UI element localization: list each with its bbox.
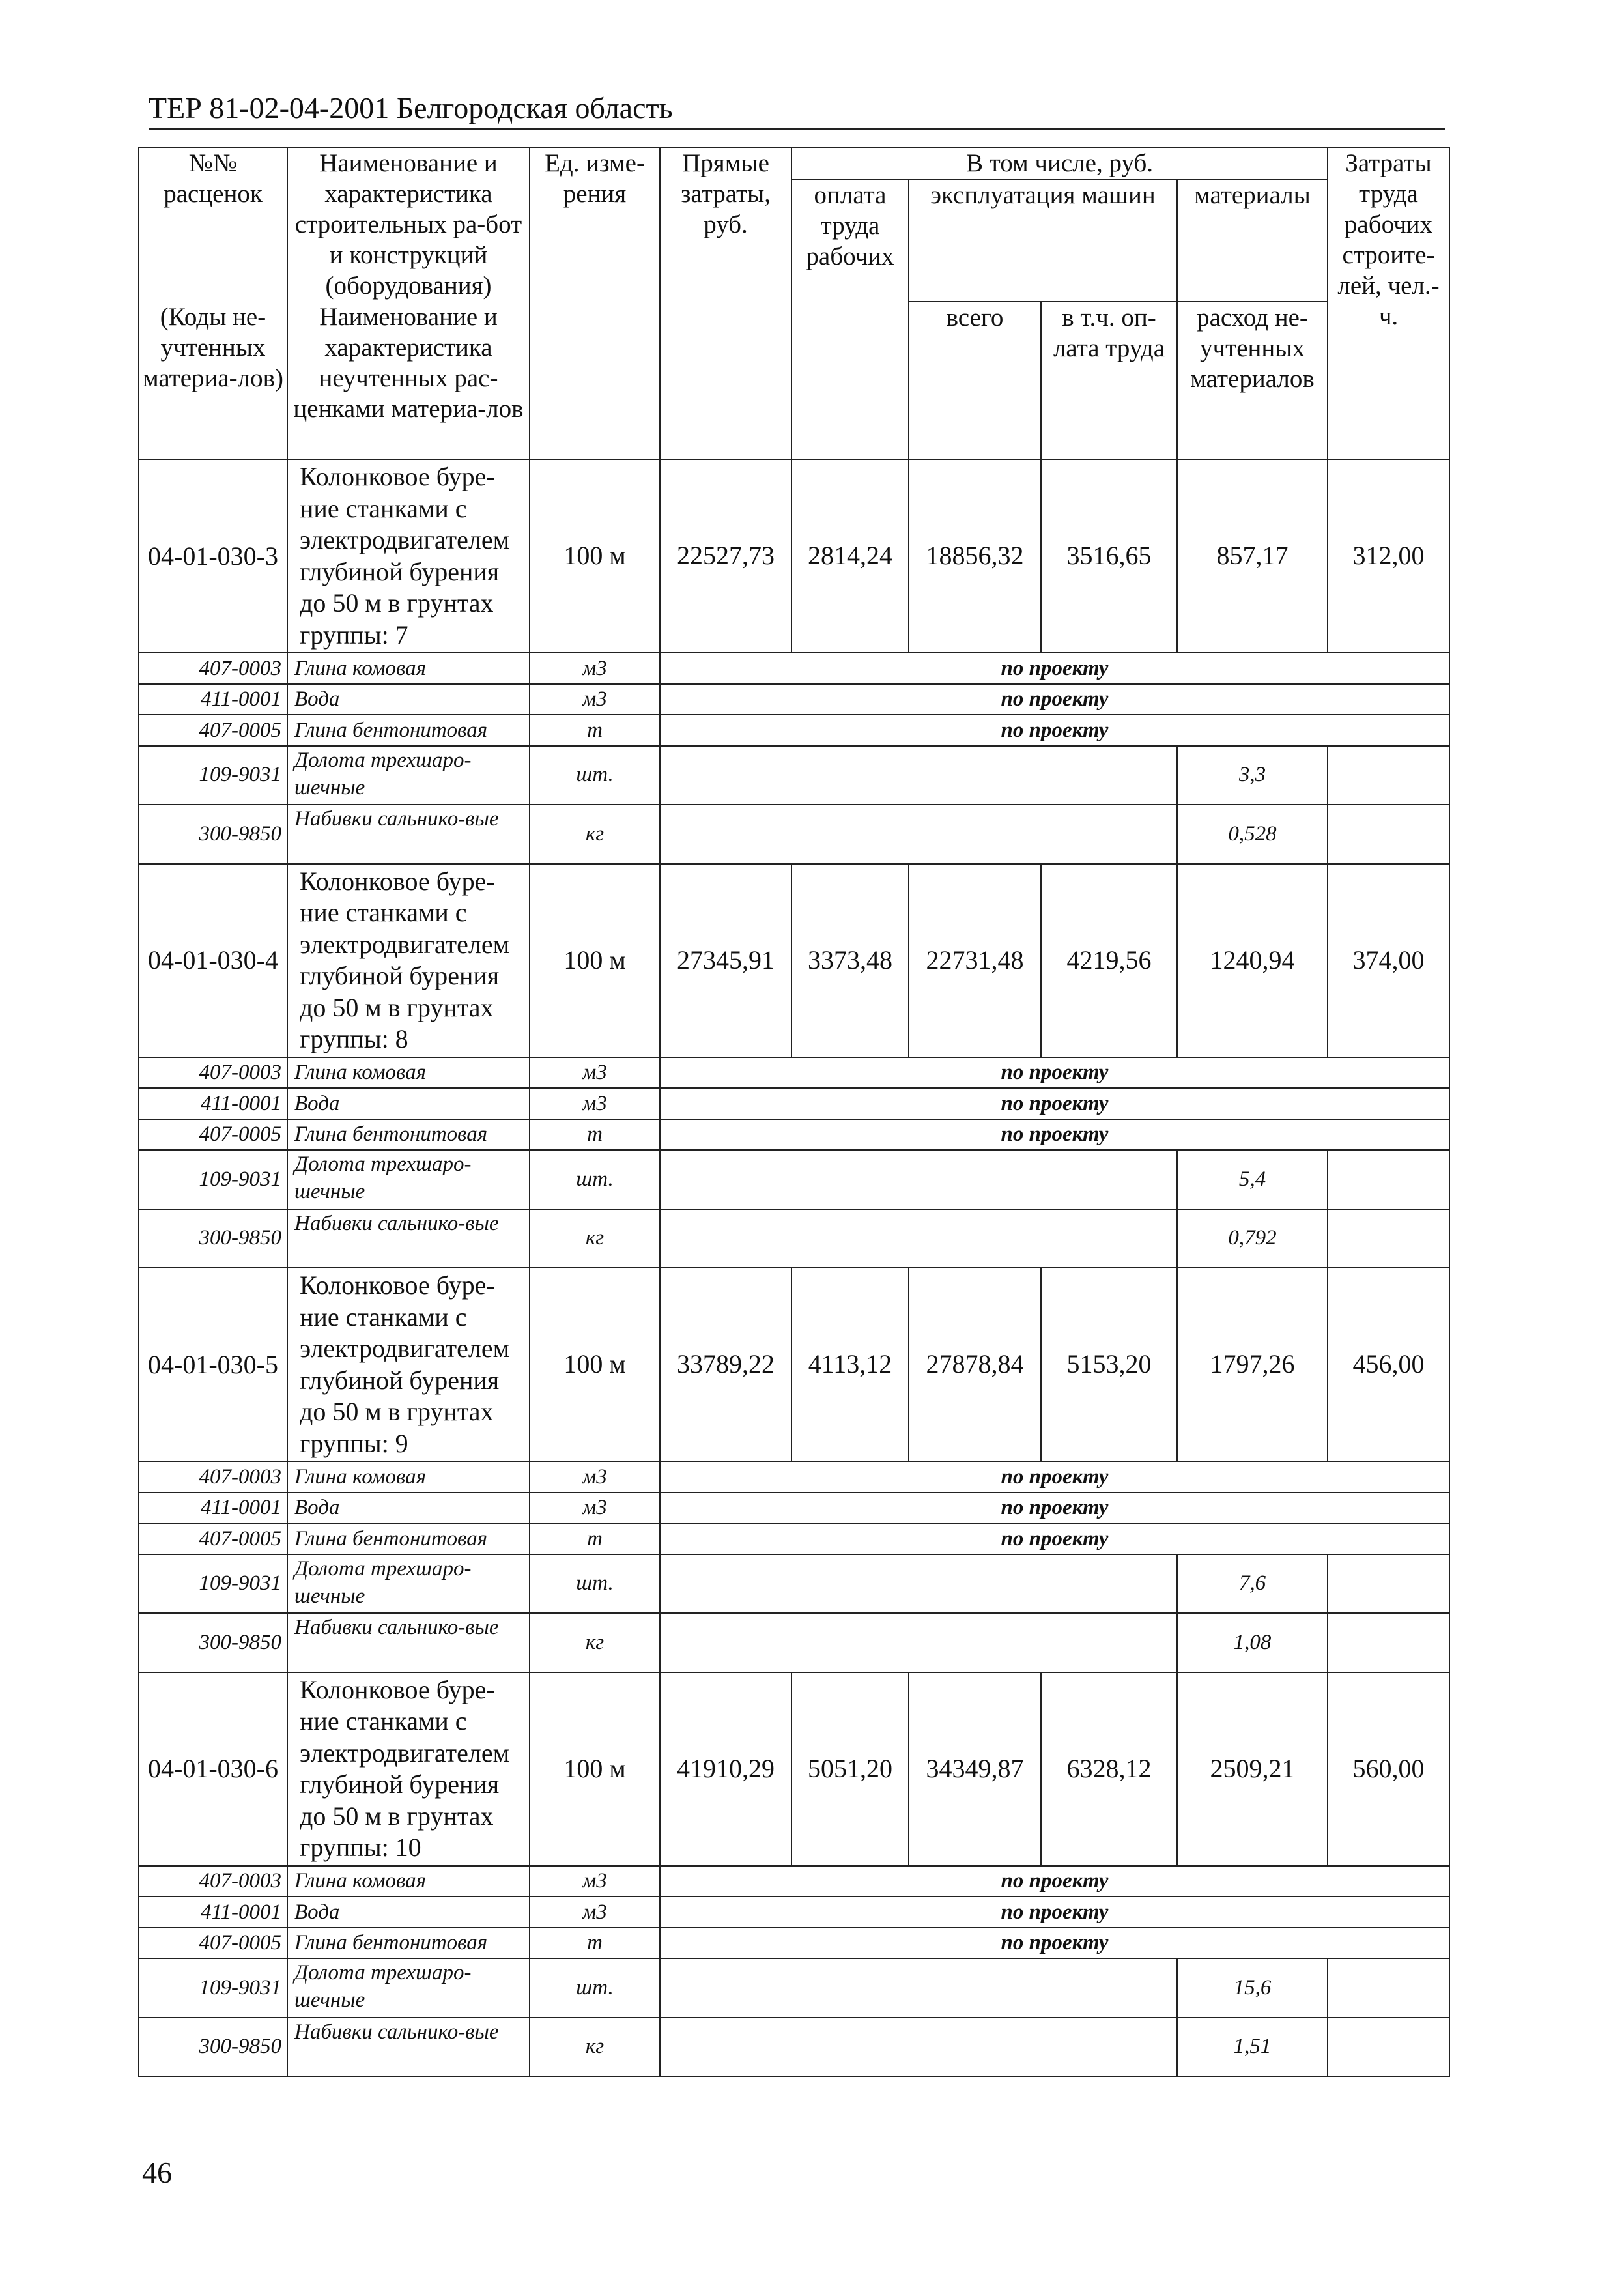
material-name: Вода <box>287 1088 530 1119</box>
material-amount: 3,3 <box>1177 746 1328 805</box>
material-amount: 0,528 <box>1177 805 1328 864</box>
material-code: 300-9850 <box>139 2018 287 2077</box>
rate-unit: 100 м <box>530 1672 660 1866</box>
rate-machines-labor: 4219,56 <box>1041 864 1177 1057</box>
rate-name: Колонковое буре-ние станками с электродвигателем глубиной бурения до 50 м в грунтах группы: 9 <box>287 1268 530 1461</box>
material-code: 109-9031 <box>139 746 287 805</box>
rate-row <box>139 459 1449 653</box>
material-empty-hours <box>1328 746 1449 805</box>
rate-code: 04-01-030-3 <box>139 459 287 653</box>
material-name: Набивки сальнико-вые <box>287 805 530 864</box>
material-code: 300-9850 <box>139 805 287 864</box>
material-name: Вода <box>287 684 530 715</box>
material-name: Глина комовая <box>287 1057 530 1089</box>
material-name: Набивки сальнико-вые <box>287 2018 530 2077</box>
material-unit: кг <box>530 1613 660 1672</box>
material-empty <box>660 1554 1177 1614</box>
rate-row <box>139 1268 1449 1461</box>
material-name: Глина бентонитовая <box>287 715 530 746</box>
material-empty <box>660 1958 1177 2018</box>
material-code: 109-9031 <box>139 1554 287 1614</box>
material-unit: м3 <box>530 1057 660 1089</box>
material-code: 411-0001 <box>139 684 287 715</box>
header-machines-labor: в т.ч. оп-лата труда <box>1041 302 1177 459</box>
material-unit: шт. <box>530 746 660 805</box>
header-machines: эксплуатация машин <box>909 179 1177 302</box>
material-empty-hours <box>1328 1209 1449 1268</box>
material-code: 407-0005 <box>139 1928 287 1959</box>
material-amount: по проекту <box>660 1928 1449 1959</box>
rate-direct-cost: 27345,91 <box>660 864 791 1057</box>
rate-code: 04-01-030-4 <box>139 864 287 1057</box>
material-name: Долота трехшаро-шечные <box>287 746 530 805</box>
material-unit: м3 <box>530 684 660 715</box>
material-row <box>139 1119 1449 1151</box>
header-unit: Ед. изме-рения <box>530 147 660 459</box>
header-unaccounted-materials: расход не-учтенных материалов <box>1177 302 1328 459</box>
material-row <box>139 1088 1449 1119</box>
material-unit: м3 <box>530 1088 660 1119</box>
material-amount: по проекту <box>660 715 1449 746</box>
material-empty-hours <box>1328 805 1449 864</box>
material-unit: шт. <box>530 1958 660 2018</box>
material-row <box>139 1209 1449 1268</box>
rate-table <box>138 147 1450 2077</box>
rate-name: Колонковое буре-ние станками с электродвигателем глубиной бурения до 50 м в грунтах группы: 8 <box>287 864 530 1057</box>
material-amount: по проекту <box>660 1119 1449 1151</box>
material-unit: т <box>530 715 660 746</box>
rate-name: Колонковое буре-ние станками с электродвигателем глубиной бурения до 50 м в грунтах группы: 7 <box>287 459 530 653</box>
material-row <box>139 805 1449 864</box>
material-code: 407-0003 <box>139 653 287 684</box>
material-row <box>139 1866 1449 1897</box>
rate-direct-cost: 33789,22 <box>660 1268 791 1461</box>
material-amount: по проекту <box>660 1493 1449 1524</box>
material-amount: 5,4 <box>1177 1150 1328 1209</box>
material-amount: по проекту <box>660 1896 1449 1928</box>
material-name: Набивки сальнико-вые <box>287 1613 530 1672</box>
material-empty <box>660 1209 1177 1268</box>
material-name: Глина комовая <box>287 653 530 684</box>
material-code: 411-0001 <box>139 1493 287 1524</box>
material-row <box>139 1896 1449 1928</box>
material-row <box>139 1523 1449 1554</box>
rate-labor-cost: 4113,12 <box>791 1268 909 1461</box>
material-empty-hours <box>1328 2018 1449 2077</box>
rate-labor-cost: 5051,20 <box>791 1672 909 1866</box>
header-incl: В том числе, руб. <box>791 147 1328 179</box>
material-empty <box>660 1613 1177 1672</box>
material-code: 407-0005 <box>139 1523 287 1554</box>
material-code: 411-0001 <box>139 1088 287 1119</box>
material-unit: шт. <box>530 1150 660 1209</box>
material-name: Вода <box>287 1493 530 1524</box>
material-row <box>139 1057 1449 1089</box>
rate-machines-cost: 34349,87 <box>909 1672 1041 1866</box>
material-row <box>139 2018 1449 2077</box>
material-unit: м3 <box>530 1461 660 1493</box>
material-name: Глина комовая <box>287 1461 530 1493</box>
material-row <box>139 1928 1449 1959</box>
material-code: 407-0003 <box>139 1866 287 1897</box>
material-code: 109-9031 <box>139 1958 287 2018</box>
rate-materials-cost: 2509,21 <box>1177 1672 1328 1866</box>
material-empty-hours <box>1328 1554 1449 1614</box>
material-code: 407-0005 <box>139 1119 287 1151</box>
material-empty <box>660 746 1177 805</box>
rate-machines-cost: 18856,32 <box>909 459 1041 653</box>
rate-unit: 100 м <box>530 459 660 653</box>
material-name: Глина комовая <box>287 1866 530 1897</box>
rate-materials-cost: 857,17 <box>1177 459 1328 653</box>
material-unit: т <box>530 1119 660 1151</box>
material-unit: м3 <box>530 1493 660 1524</box>
material-row <box>139 1493 1449 1524</box>
material-name: Долота трехшаро-шечные <box>287 1150 530 1209</box>
material-unit: м3 <box>530 1896 660 1928</box>
material-row <box>139 1554 1449 1614</box>
material-row <box>139 1958 1449 2018</box>
material-empty <box>660 2018 1177 2077</box>
material-name: Долота трехшаро-шечные <box>287 1554 530 1614</box>
header-labor-cost: оплата труда рабочих <box>791 179 909 459</box>
material-amount: по проекту <box>660 1088 1449 1119</box>
material-amount: 1,08 <box>1177 1613 1328 1672</box>
rate-direct-cost: 41910,29 <box>660 1672 791 1866</box>
document-title: ТЕР 81-02-04-2001 Белгородская область <box>149 91 673 124</box>
rate-row <box>139 1672 1449 1866</box>
material-unit: м3 <box>530 653 660 684</box>
rate-row <box>139 864 1449 1057</box>
rate-labor-hours: 312,00 <box>1328 459 1449 653</box>
rate-code: 04-01-030-5 <box>139 1268 287 1461</box>
header-code-unaccounted: (Коды не-учтенных материа-лов) <box>139 302 287 459</box>
material-unit: кг <box>530 1209 660 1268</box>
material-amount: по проекту <box>660 684 1449 715</box>
material-amount: 15,6 <box>1177 1958 1328 2018</box>
material-amount: по проекту <box>660 1866 1449 1897</box>
rate-unit: 100 м <box>530 1268 660 1461</box>
rate-labor-cost: 3373,48 <box>791 864 909 1057</box>
material-amount: 0,792 <box>1177 1209 1328 1268</box>
rate-direct-cost: 22527,73 <box>660 459 791 653</box>
header-direct: Прямые затраты, руб. <box>660 147 791 459</box>
material-name: Долота трехшаро-шечные <box>287 1958 530 2018</box>
material-amount: 7,6 <box>1177 1554 1328 1614</box>
material-amount: по проекту <box>660 1461 1449 1493</box>
material-amount: 1,51 <box>1177 2018 1328 2077</box>
material-empty-hours <box>1328 1150 1449 1209</box>
material-unit: т <box>530 1928 660 1959</box>
rate-code: 04-01-030-6 <box>139 1672 287 1866</box>
material-name: Набивки сальнико-вые <box>287 1209 530 1268</box>
page-number: 46 <box>142 2156 172 2189</box>
material-row <box>139 1461 1449 1493</box>
material-code: 300-9850 <box>139 1613 287 1672</box>
rate-machines-labor: 3516,65 <box>1041 459 1177 653</box>
material-row <box>139 1150 1449 1209</box>
material-row <box>139 653 1449 684</box>
material-name: Глина бентонитовая <box>287 1119 530 1151</box>
header-materials: материалы <box>1177 179 1328 302</box>
rate-labor-hours: 374,00 <box>1328 864 1449 1057</box>
material-amount: по проекту <box>660 653 1449 684</box>
material-unit: кг <box>530 2018 660 2077</box>
page-header <box>149 90 1445 130</box>
header-name: Наименование и характеристика строительных ра-бот и конструкций (оборудования) <box>287 147 530 302</box>
material-row <box>139 715 1449 746</box>
material-code: 411-0001 <box>139 1896 287 1928</box>
rate-materials-cost: 1240,94 <box>1177 864 1328 1057</box>
material-code: 407-0005 <box>139 715 287 746</box>
rate-labor-hours: 456,00 <box>1328 1268 1449 1461</box>
material-name: Глина бентонитовая <box>287 1928 530 1959</box>
material-empty <box>660 1150 1177 1209</box>
material-unit: кг <box>530 805 660 864</box>
header-name-unaccounted: Наименование и характеристика неучтенных рас-ценками материа-лов <box>287 302 530 459</box>
header-labor-hours: Затраты труда рабочих строите-лей, чел.-ч. <box>1328 147 1449 459</box>
material-row <box>139 684 1449 715</box>
rate-machines-labor: 6328,12 <box>1041 1672 1177 1866</box>
material-unit: шт. <box>530 1554 660 1614</box>
material-code: 407-0003 <box>139 1461 287 1493</box>
rate-machines-cost: 22731,48 <box>909 864 1041 1057</box>
material-row <box>139 746 1449 805</box>
material-code: 109-9031 <box>139 1150 287 1209</box>
header-code: №№ расценок <box>139 147 287 302</box>
material-unit: м3 <box>530 1866 660 1897</box>
material-name: Глина бентонитовая <box>287 1523 530 1554</box>
material-amount: по проекту <box>660 1057 1449 1089</box>
material-code: 300-9850 <box>139 1209 287 1268</box>
rate-unit: 100 м <box>530 864 660 1057</box>
rate-machines-cost: 27878,84 <box>909 1268 1041 1461</box>
rate-materials-cost: 1797,26 <box>1177 1268 1328 1461</box>
rate-machines-labor: 5153,20 <box>1041 1268 1177 1461</box>
rate-name: Колонковое буре-ние станками с электродвигателем глубиной бурения до 50 м в грунтах группы: 10 <box>287 1672 530 1866</box>
material-name: Вода <box>287 1896 530 1928</box>
material-empty-hours <box>1328 1958 1449 2018</box>
material-amount: по проекту <box>660 1523 1449 1554</box>
material-empty <box>660 805 1177 864</box>
material-unit: т <box>530 1523 660 1554</box>
material-row <box>139 1613 1449 1672</box>
rate-labor-hours: 560,00 <box>1328 1672 1449 1866</box>
rate-labor-cost: 2814,24 <box>791 459 909 653</box>
material-empty-hours <box>1328 1613 1449 1672</box>
header-machines-total: всего <box>909 302 1041 459</box>
material-code: 407-0003 <box>139 1057 287 1089</box>
